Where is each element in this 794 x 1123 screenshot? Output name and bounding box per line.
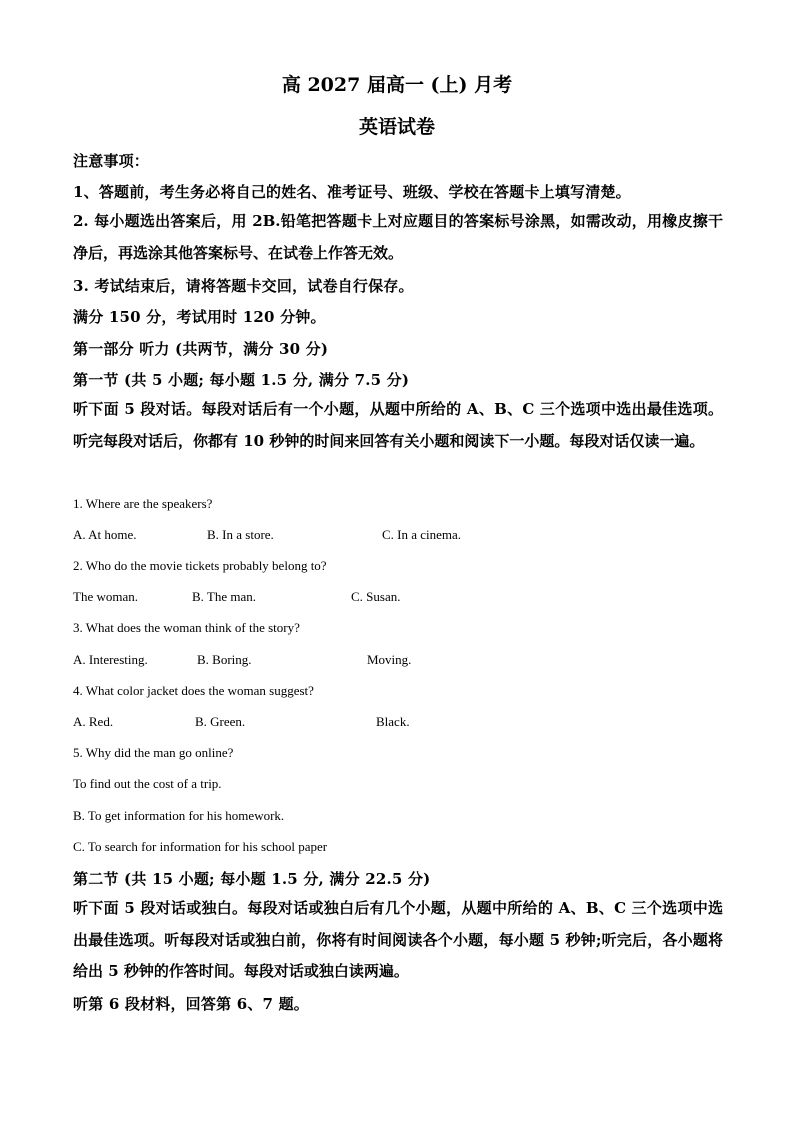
q4-option-c: Black. [376,714,410,729]
score-info: 满分 150 分，考试用时 120 分钟。 [73,308,326,326]
q5-option-b: B. To get information for his homework. [73,808,285,823]
part1-heading: 第一部分 听力 (共两节，满分 30 分) [73,340,329,358]
q5-option-a: To find out the cost of a trip. [73,776,222,791]
q3-option-c: Moving. [367,652,412,667]
exam-subtitle: 英语试卷 [358,116,435,138]
q2-option-c: C. Susan. [351,589,401,604]
question-5: 5. Why did the man go online? [73,745,234,760]
question-3: 3. What does the woman think of the story? [73,620,300,635]
note-item-2: 2. 每小题选出答案后，用 2B.铅笔把答题卡上对应题目的答案标号涂黑，如需改动，用橡皮擦干净后，再选涂其他答案标号、在试卷上作答无效。 [73,212,723,262]
q1-option-b: B. In a store. [207,527,274,542]
note-item-1: 1、答题前，考生务必将自己的姓名、准考证号、班级、学校在答题卡上填写清楚。 [73,183,631,201]
section1-instructions: 听下面 5 段对话。每段对话后有一个小题，从题中所给的 A、B、C 三个选项中选出最佳选项。听完每段对话后，你都有 10 秒钟的时间来回答有关小题和阅读下一小题。每段对话仅读一遍。 [73,400,723,450]
exam-title: 高 2027 届高一 (上) 月考 [281,74,513,96]
q2-option-b: B. The man. [192,589,257,604]
q3-option-a: A. Interesting. [73,652,148,667]
q5-option-c: C. To search for information for his school paper [73,839,328,854]
question-1: 1. Where are the speakers? [73,496,213,511]
q1-option-a: A. At home. [73,527,137,542]
section2-instructions: 听下面 5 段对话或独白。每段对话或独白后有几个小题，从题中所给的 A、B、C 三个选项中选出最佳选项。听每段对话或独白前，你将有时间阅读各个小题，每小题 5 秒钟;听完后，各小题将给出 5 秒钟的作答时间。每段对话或独白读两遍。 [73,899,723,980]
note-item-3: 3. 考试结束后，请将答题卡交回，试卷自行保存。 [73,277,414,295]
notes-heading: 注意事项： [73,152,150,170]
q4-option-b: B. Green. [195,714,246,729]
q2-option-a: The woman. [73,589,138,604]
section2-prompt: 听第 6 段材料，回答第 6、7 题。 [73,995,310,1013]
q1-option-c: C. In a cinema. [382,527,462,542]
question-4: 4. What color jacket does the woman suggest? [73,683,314,698]
q3-option-b: B. Boring. [197,652,252,667]
question-2: 2. Who do the movie tickets probably belong to? [73,558,327,573]
section2-heading: 第二节 (共 15 小题; 每小题 1.5 分, 满分 22.5 分) [73,870,431,888]
section1-heading: 第一节 (共 5 小题; 每小题 1.5 分, 满分 7.5 分) [73,371,410,389]
q4-option-a: A. Red. [73,714,114,729]
